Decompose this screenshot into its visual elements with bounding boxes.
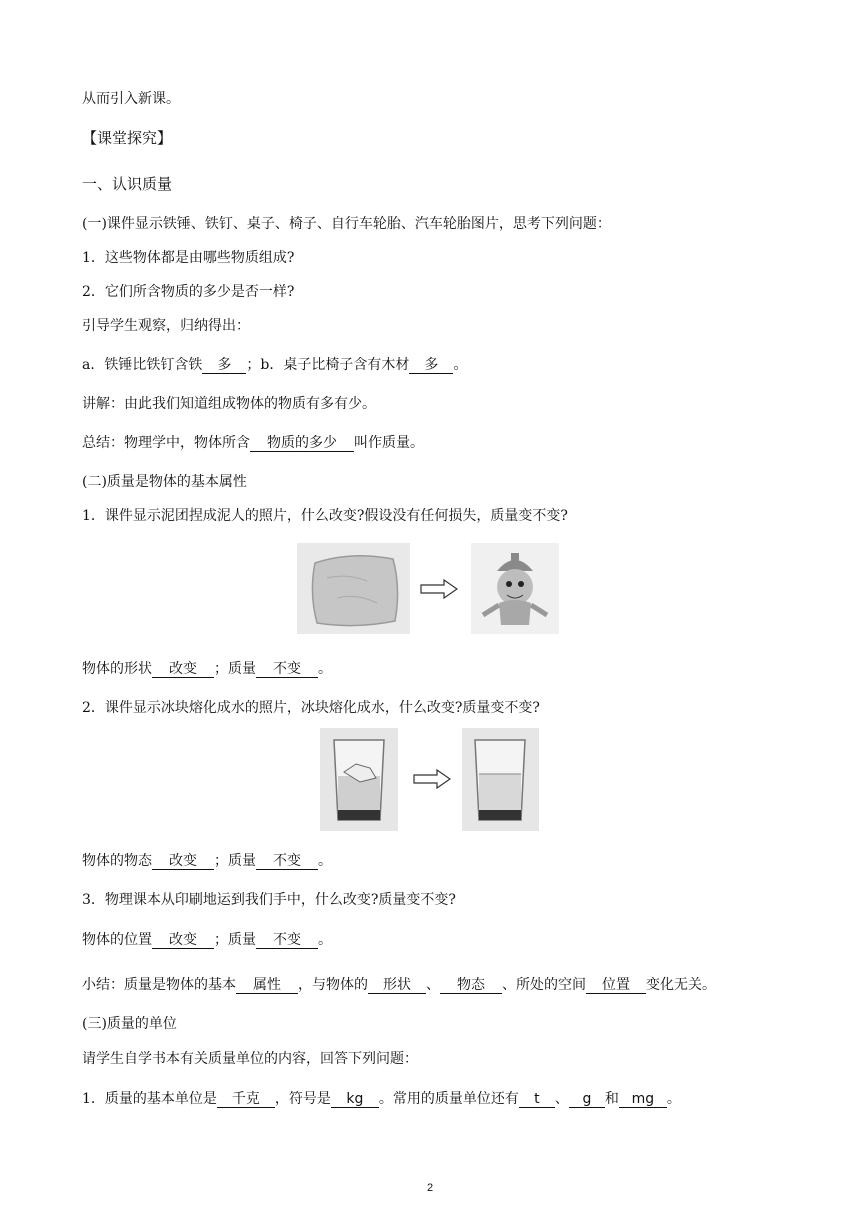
text-line: 讲解：由此我们知道组成物体的物质有多有少。 (82, 396, 376, 412)
answer-blank: 不变 (256, 661, 318, 678)
subsection-heading: 一、认识质量 (82, 175, 173, 193)
answer-blank: 改变 (152, 661, 214, 678)
answer-blank: 改变 (152, 853, 214, 870)
glass-with-water-photo (462, 728, 539, 831)
answer-blank: 不变 (256, 932, 318, 949)
clay-lump-photo (297, 543, 410, 634)
answer-blank: kg (331, 1091, 379, 1108)
text-line: 从而引入新课。 (82, 91, 180, 107)
fill-line: 物体的位置 改变 ；质量 不变 。 (82, 932, 332, 948)
question: 1．这些物体都是由哪些物质组成? (82, 250, 295, 266)
answer-blank: g (569, 1091, 605, 1108)
arrow-right-icon (420, 579, 458, 599)
clay-figure-photo (471, 543, 559, 634)
subsection-heading: (二)质量是物体的基本属性 (82, 474, 247, 490)
fill-line: 总结：物理学中，物体所含 物质的多少 叫作质量。 (82, 435, 424, 451)
question: 1．课件显示泥团捏成泥人的照片，什么改变?假设没有任何损失，质量变不变? (82, 508, 568, 524)
question: 3．物理课本从印刷地运到我们手中，什么改变?质量变不变? (82, 892, 456, 908)
answer-blank: 多 (409, 357, 453, 374)
answer-blank: 不变 (256, 853, 318, 870)
subsection-heading: (三)质量的单位 (82, 1016, 177, 1032)
fill-line: a．铁锤比铁钉含铁 多 ；b．桌子比椅子含有木材 多 。 (82, 357, 468, 373)
fill-line: 1．质量的基本单位是 千克 ，符号是 kg 。常用的质量单位还有 t 、 g 和 mg 。 (82, 1091, 681, 1107)
text-line: 引导学生观察，归纳得出： (82, 318, 250, 334)
answer-blank: 位置 (586, 977, 646, 994)
fill-line: 物体的物态 改变 ；质量 不变 。 (82, 853, 332, 869)
page-number: 2 (426, 1182, 434, 1194)
answer-blank: 物态 (440, 977, 502, 994)
fill-line: 小结：质量是物体的基本 属性 ，与物体的 形状 、 物态 、所处的空间 位置 变化无关。 (82, 977, 716, 993)
section-heading: 【课堂探究】 (82, 129, 173, 147)
answer-blank: 物质的多少 (250, 435, 354, 452)
answer-blank: 多 (202, 357, 246, 374)
answer-blank: t (519, 1091, 555, 1108)
text-line: 请学生自学书本有关质量单位的内容，回答下列问题： (82, 1051, 418, 1067)
answer-blank: 属性 (236, 977, 298, 994)
answer-blank: 千克 (217, 1091, 275, 1108)
question: 2．课件显示冰块熔化成水的照片，冰块熔化成水，什么改变?质量变不变? (82, 700, 540, 716)
text-line: (一)课件显示铁锤、铁钉、桌子、椅子、自行车轮胎、汽车轮胎图片，思考下列问题： (82, 216, 611, 232)
answer-blank: mg (619, 1091, 667, 1108)
answer-blank: 改变 (152, 932, 214, 949)
question: 2．它们所含物质的多少是否一样? (82, 284, 295, 300)
glass-with-ice-photo (320, 728, 398, 831)
fill-line: 物体的形状 改变 ；质量 不变 。 (82, 661, 332, 677)
arrow-right-icon (413, 769, 451, 789)
answer-blank: 形状 (368, 977, 426, 994)
